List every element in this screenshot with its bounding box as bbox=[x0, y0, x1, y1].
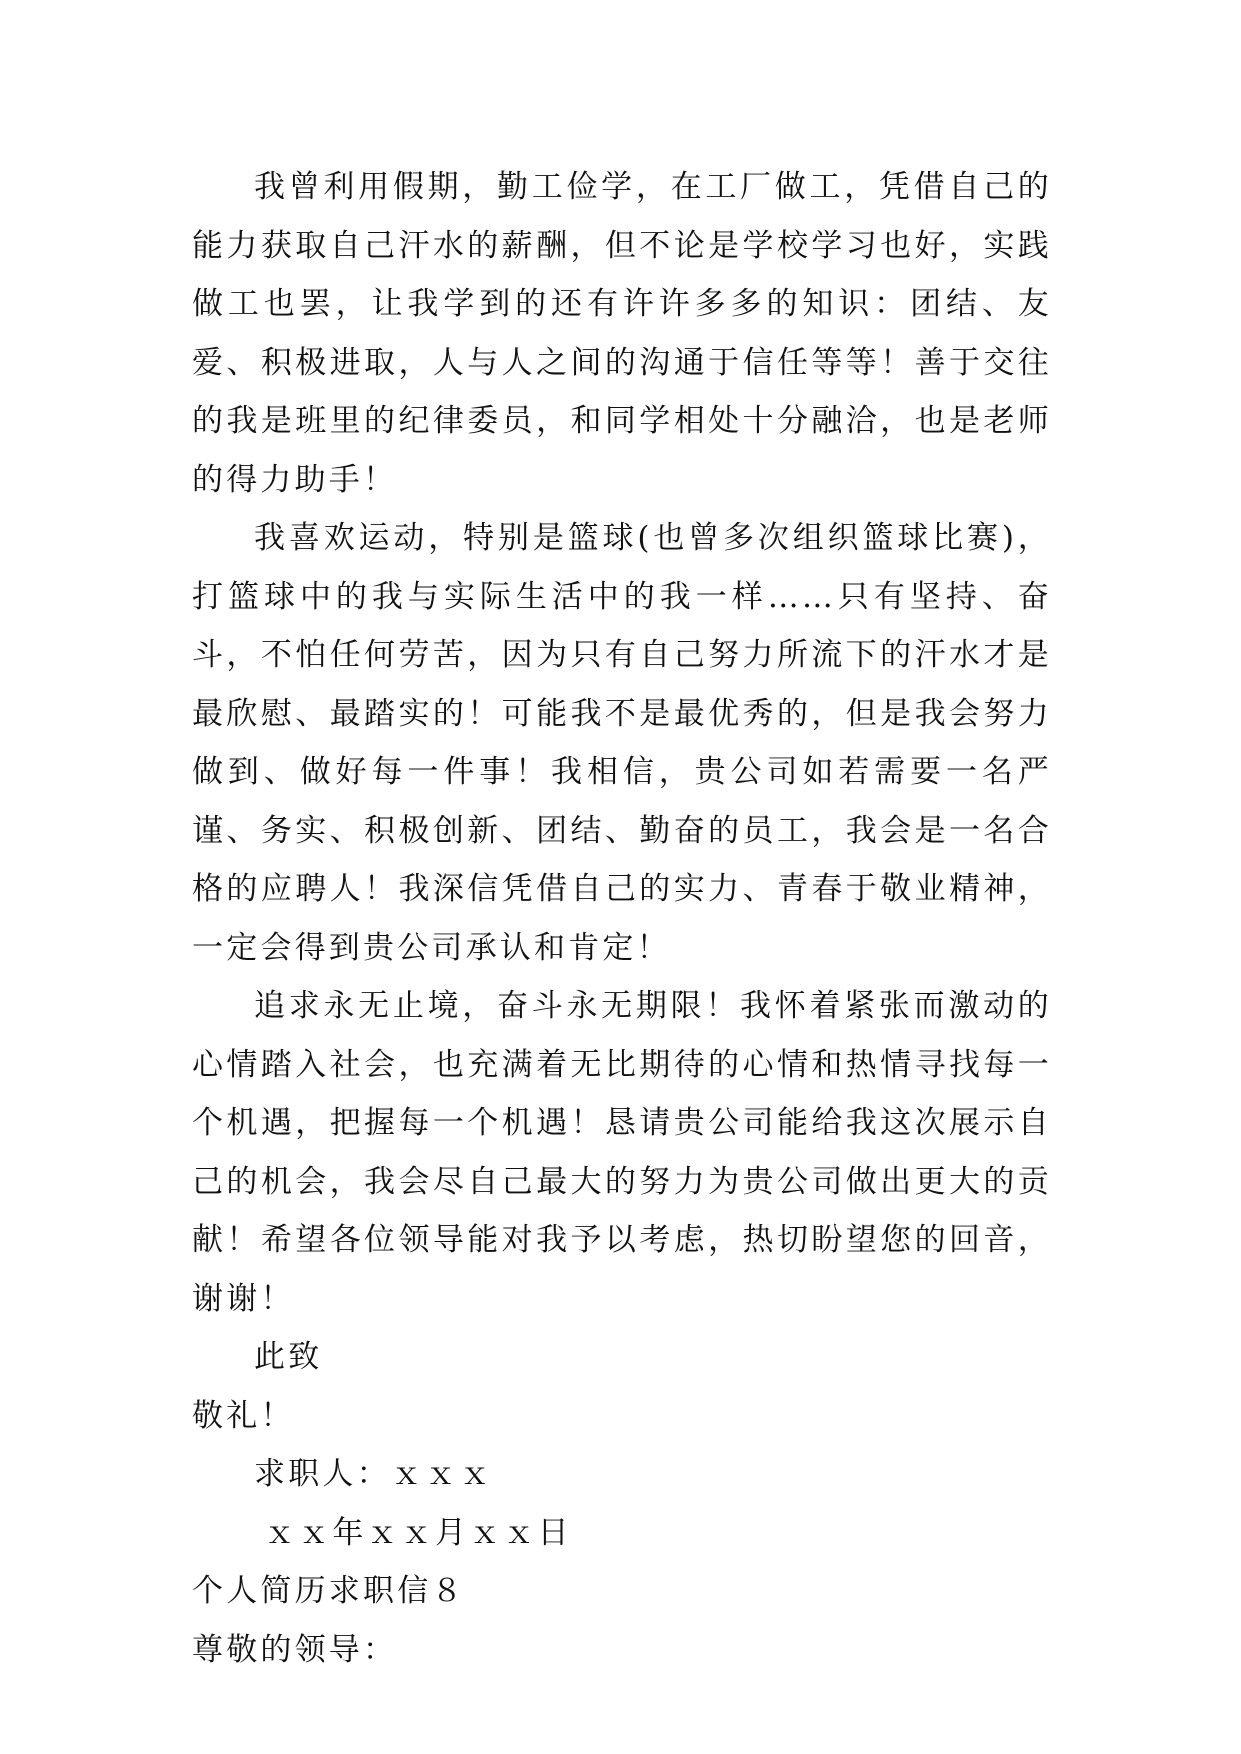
letter-body bbox=[192, 158, 1052, 1679]
signature-line: 求职人：ｘｘｘ bbox=[254, 1456, 494, 1492]
paragraph-work-experience: 我曾利用假期，勤工俭学，在工厂做工，凭借自己的能力获取自己汗水的薪酬，但不论是学校学习也好，实践做工也罢，让我学到的还有许许多多的知识：团结、友爱、积极进取，人与人之间的沟通于信任等等！善于交往的我是班里的纪律委员，和同学相处十分融洽，也是老师的得力助手！ bbox=[192, 169, 1052, 498]
next-letter-title: 个人简历求职信８ bbox=[192, 1573, 466, 1609]
closing-salute: 敬礼！ bbox=[192, 1397, 295, 1434]
next-letter-salutation: 尊敬的领导： bbox=[192, 1631, 398, 1668]
date-line: ｘｘ年ｘｘ月ｘｘ日 bbox=[264, 1514, 572, 1551]
paragraph-hobbies: 我喜欢运动，特别是篮球(也曾多次组织篮球比赛)，打篮球中的我与实际生活中的我一样……只有坚持、奋斗，不怕任何劳苦，因为只有自己努力所流下的汗水才是最欣慰、最踏实的！可能我不是最优秀的，但是我会努力做到、做好每一件事！我相信，贵公司如若需要一名严谨、务实、积极创新、团结、勤奋的员工，我会是一名合格的应聘人！我深信凭借自己的实力、青春于敬业精神，一定会得到贵公司承认和肯定！ bbox=[192, 520, 1052, 966]
closing-greeting: 此致 bbox=[254, 1339, 323, 1375]
paragraph-aspiration: 追求永无止境，奋斗永无期限！我怀着紧张而激动的心情踏入社会，也充满着无比期待的心情和热情寻找每一个机遇，把握每一个机遇！恳请贵公司能给我这次展示自己的机会，我会尽自己最大的努力为贵公司做出更大的贡献！希望各位领导能对我予以考虑，热切盼望您的回音，谢谢！ bbox=[192, 988, 1052, 1317]
